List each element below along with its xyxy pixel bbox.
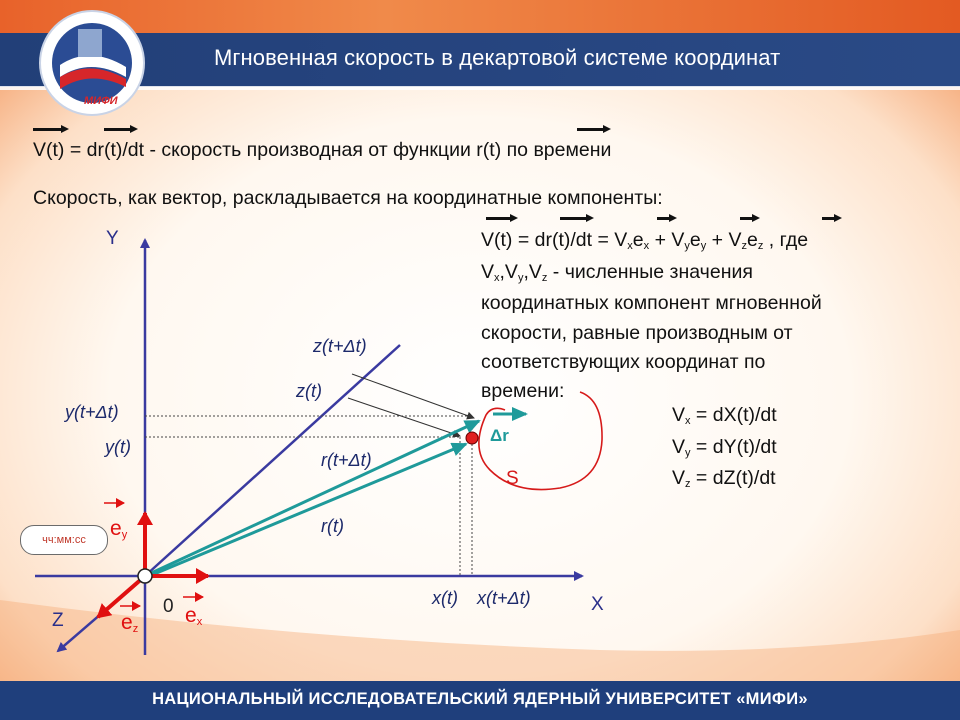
formula-part: + V xyxy=(649,229,685,251)
slide-title: Мгновенная скорость в декартовой системе координат xyxy=(214,45,781,70)
ex-sub: x xyxy=(196,616,203,628)
decomposition-text: Скорость, как вектор, раскладывается на координатные компоненты: xyxy=(33,187,663,209)
formula-part: e xyxy=(689,229,701,251)
desc-part: - численные значения xyxy=(547,261,753,283)
time-badge[interactable]: чч:мм:сс xyxy=(20,525,108,555)
eq-part: = dX(t)/dt xyxy=(690,404,777,426)
r-t-label: r(t) xyxy=(321,516,344,536)
formula-part: e xyxy=(632,229,644,251)
origin-label: 0 xyxy=(163,596,174,617)
desc-part: V xyxy=(481,261,495,283)
formula-sub: z xyxy=(741,240,747,252)
eq-sub: z xyxy=(685,478,691,490)
ez-label xyxy=(121,611,138,635)
r-t-vector xyxy=(147,444,466,577)
point-marker xyxy=(466,432,478,444)
ey-label xyxy=(110,517,127,541)
formula-part: , где xyxy=(763,229,809,251)
r-t-dt-label: r(t+Δt) xyxy=(321,450,372,470)
footer-university: НАЦИОНАЛЬНЫЙ ИССЛЕДОВАТЕЛЬСКИЙ ЯДЕРНЫЙ УНИВЕРСИТЕТ «МИФИ» xyxy=(0,681,960,720)
formula-part: V(t) = dr(t)/dt = V xyxy=(481,229,628,251)
description-line: координатных компонент мгновенной xyxy=(481,292,822,314)
ey-letter: e xyxy=(110,517,122,540)
x-t-label: x(t) xyxy=(432,588,458,608)
formula-sub: y xyxy=(684,240,690,252)
eq-part: = dY(t)/dt xyxy=(690,436,777,458)
ez-letter: e xyxy=(121,611,133,634)
desc-sub: x xyxy=(494,272,500,284)
ex-letter: e xyxy=(185,604,197,627)
desc-part: ,V xyxy=(499,261,518,283)
logo-text: МИФИ xyxy=(84,95,118,107)
description-line: скорости, равные производным от xyxy=(481,322,793,344)
axis-y-label: Y xyxy=(106,228,119,249)
formula-sub: x xyxy=(627,240,633,252)
y-t-label: y(t) xyxy=(105,437,131,457)
y-t-dt-label: y(t+Δt) xyxy=(65,402,119,422)
eq-sub: y xyxy=(685,447,691,459)
desc-sub: y xyxy=(517,272,524,284)
description-line: соответствующих координат по xyxy=(481,351,766,373)
z-t-dt-label: z(t+Δt) xyxy=(313,336,367,356)
axis-x-label: X xyxy=(591,594,604,615)
desc-sub: z xyxy=(541,272,548,284)
z-pointer xyxy=(348,398,460,436)
desc-part: ,V xyxy=(523,261,542,283)
eq-part: V xyxy=(672,467,686,489)
z-dt-pointer xyxy=(352,374,474,418)
description-line: времени: xyxy=(481,380,565,402)
eq-part: V xyxy=(672,436,686,458)
x-t-dt-label: x(t+Δt) xyxy=(477,588,531,608)
formula-part: + V xyxy=(706,229,742,251)
z-t-label: z(t) xyxy=(296,381,322,401)
axis-z-label: Z xyxy=(52,610,64,631)
ey-sub: y xyxy=(121,529,128,541)
formula-sub: y xyxy=(700,240,707,252)
formula-sub: x xyxy=(643,240,650,252)
eq-part: = dZ(t)/dt xyxy=(690,467,776,489)
trajectory-label: S xyxy=(506,468,519,489)
r-t-dt-vector xyxy=(147,421,479,575)
ez-sub: z xyxy=(132,623,139,635)
origin-marker xyxy=(138,569,152,583)
formula-part: e xyxy=(746,229,758,251)
ex-label xyxy=(185,604,202,628)
formula-sub: z xyxy=(757,240,764,252)
eq-part: V xyxy=(672,404,686,426)
delta-r-label: Δr xyxy=(490,426,509,445)
eq-sub: x xyxy=(685,415,691,427)
velocity-definition: V(t) = dr(t)/dt - скорость производная от функции r(t) по времени xyxy=(33,139,612,161)
